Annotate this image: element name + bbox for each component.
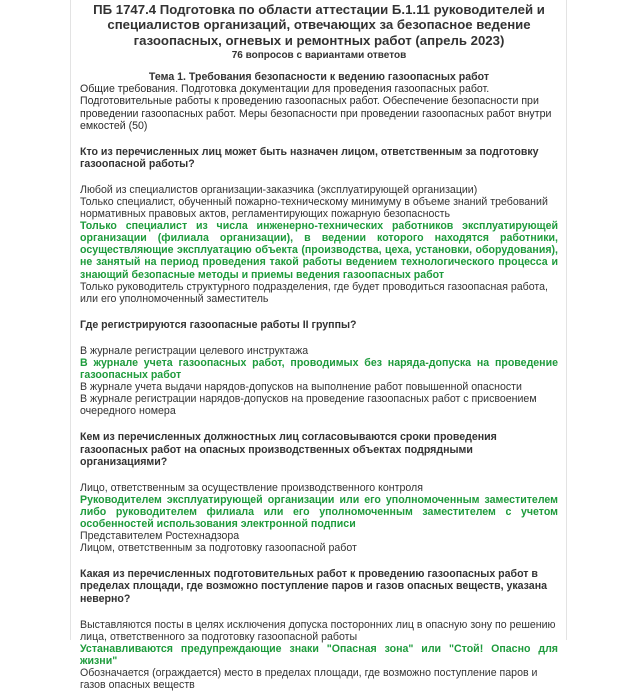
answer-option: Представителем Ростехнадзора (80, 530, 240, 543)
answer-option: Лицом, ответственным за подготовку газоопасной работ (80, 542, 357, 555)
answer-option-correct: В журнале учета газоопасных работ, проводимых без наряда-допуска на проведение газоопасных работ (80, 357, 558, 382)
document-title: ПБ 1747.4 Подготовка по области аттестации Б.1.11 руководителей и специалистов организаций, отвечающих за безопасное ведение газоопасных, огневых и ремонтных работ (апрель 2023) (93, 2, 545, 48)
question-text: Кто из перечисленных лиц может быть назначен лицом, ответственным за подготовку газоопасной работы? (80, 145, 539, 170)
topic-title: Тема 1. Требования безопасности к ведению газоопасных работ (148, 71, 490, 84)
answer-option: Только руководитель структурного подразделения, где будет проводиться газоопасная работа, или его уполномоченный заместитель (80, 280, 548, 305)
answer-option: Обозначается (ограждается) место в пределах площади, где возможно поступление паров и газов опасных веществ (80, 666, 538, 691)
answer-option: В журнале учета выдачи нарядов-допусков на выполнение работ повышенной опасности (80, 381, 522, 394)
intro-line: Общие требования. Подготовка документации для проведения газоопасных работ. (80, 83, 490, 96)
document-subtitle: 76 вопросов с вариантами ответов (231, 50, 407, 62)
page-edge-left (70, 0, 71, 640)
answer-list (80, 345, 558, 418)
question-block (80, 146, 558, 305)
intro-line: Подготовительные работы к проведению газоопасных работ. Обеспечение безопасности при проведении газоопасных работ. Меры безопасности при проведении газоопасных работ внутри емкостей (50) (80, 95, 552, 132)
answer-list (80, 184, 558, 305)
answer-option: В журнале регистрации целевого инструктажа (80, 344, 309, 357)
answer-option: Лицо, ответственным за осуществление производственного контроля (80, 481, 423, 494)
answer-option: В журнале регистрации нарядов-допусков на проведение газоопасных работ с присвоением очередного номера (80, 393, 537, 418)
answer-option: Только специалист, обученный пожарно-техническому минимуму в объеме знаний требований нормативных правовых актов, регламентирующих пожарную безопасность (80, 195, 548, 221)
answer-option-correct: Устанавливаются предупреждающие знаки "Опасная зона" или "Стой! Опасно для жизни" (80, 642, 558, 667)
question-block (80, 431, 558, 554)
question-block (80, 319, 558, 418)
answer-option: Любой из специалистов организации-заказчика (эксплуатирующей организации) (80, 183, 478, 196)
question-block (80, 568, 558, 691)
answer-list (80, 482, 558, 555)
answer-list (80, 619, 558, 691)
question-text: Кем из перечисленных должностных лиц согласовываются сроки проведения газоопасных работ на опасных производственных объектах подрядными организациями? (80, 431, 497, 468)
question-text: Где регистрируются газоопасные работы II группы? (80, 318, 357, 331)
answer-option-correct: Руководителем эксплуатирующей организации или его уполномоченным заместителем либо руководителем филиала или его уполномоченным заместителем с учетом особенностей использования электронной подписи (80, 493, 558, 531)
topic-intro (80, 83, 558, 131)
answer-option: Выставляются посты в целях исключения допуска посторонних лиц в опасную зону по решению лица, ответственного за подготовку газоопасной работы (80, 618, 556, 643)
page-edge-right (566, 0, 567, 640)
document-page (80, 2, 558, 691)
question-text: Какая из перечисленных подготовительных работ к проведению газоопасных работ в пределах площади, где возможно поступление паров и газов опасных веществ, указана неверно? (80, 568, 547, 605)
answer-option-correct: Только специалист из числа инженерно-технических работников эксплуатирующей организации (филиала организации), в ведении которого находятся работники, осуществляющие эксплуатацию объекта (производства, цеха, установки, оборудования), не занятый на период проведения такой работы ведением технологического процесса и знающий безопасные методы и приемы ведения газоопасных работ (80, 220, 558, 281)
